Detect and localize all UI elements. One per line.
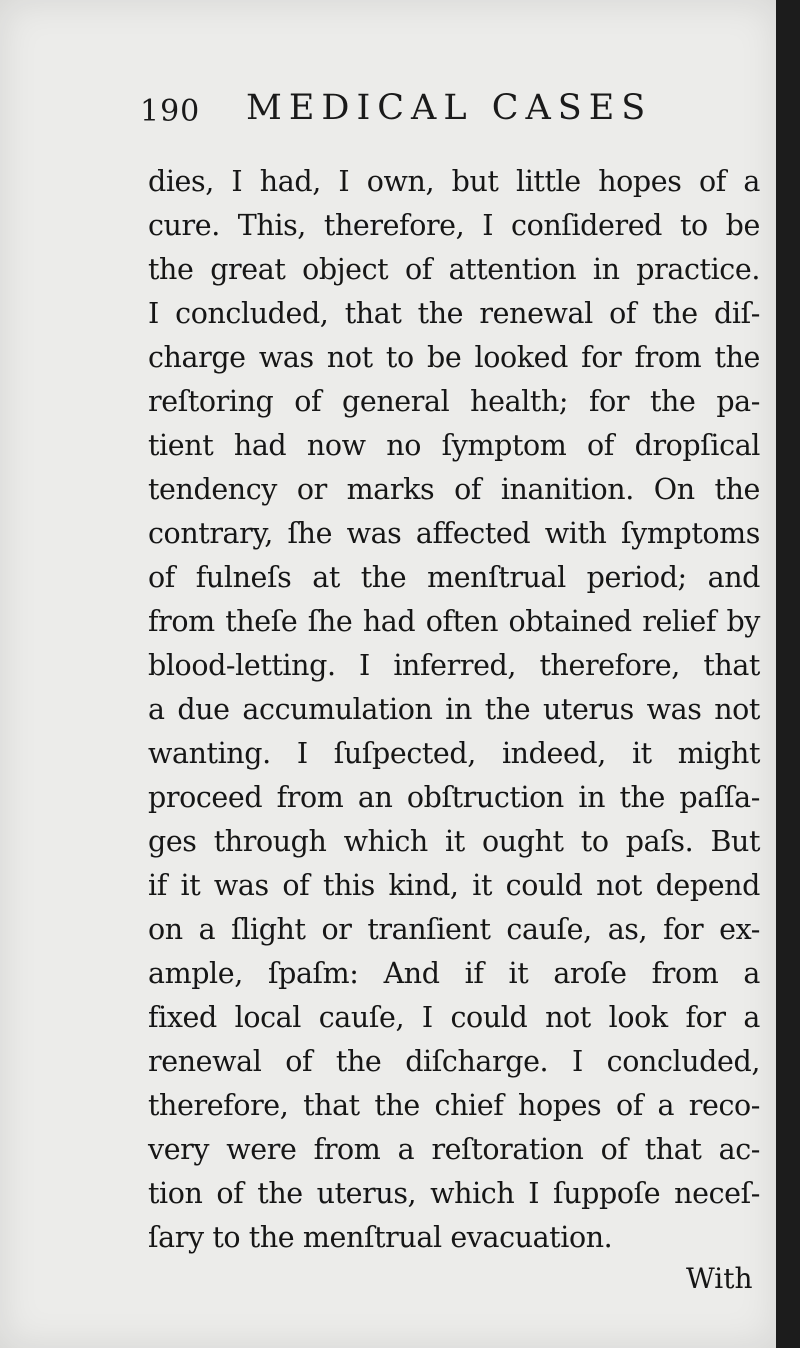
text-line: tient had now no ſymptom of dropſical — [148, 429, 760, 462]
text-line: of fulneſs at the menſtrual period; and — [148, 561, 760, 594]
scan-edge — [776, 0, 800, 1348]
text-line: a due accumulation in the uterus was not — [148, 693, 760, 726]
running-head — [140, 86, 700, 136]
text-line: I concluded, that the renewal of the diſ- — [148, 297, 760, 330]
body-text — [148, 160, 760, 1260]
text-line: dies, I had, I own, but little hopes of a — [148, 165, 760, 198]
running-head-title: MEDICAL CASES — [246, 88, 653, 128]
text-line: cure. This, therefore, I conſidered to be — [148, 209, 760, 242]
text-line: blood-letting. I inferred, therefore, that — [148, 649, 760, 682]
catchword: With — [686, 1262, 753, 1295]
text-line: charge was not to be looked for from the — [148, 341, 760, 374]
text-line: wanting. I ſuſpected, indeed, it might — [148, 737, 760, 770]
text-line: the great object of attention in practice. — [148, 253, 760, 286]
text-line: therefore, that the chief hopes of a reco- — [148, 1089, 760, 1122]
text-line: very were from a reſtoration of that ac- — [148, 1133, 760, 1166]
text-line: on a ſlight or tranſient cauſe, as, for ex- — [148, 913, 760, 946]
text-line: ample, ſpaſm: And if it aroſe from a — [148, 957, 760, 990]
text-line: fixed local cauſe, I could not look for a — [148, 1001, 760, 1034]
text-line: proceed from an obſtruction in the paſſa- — [148, 781, 760, 814]
text-line: reſtoring of general health; for the pa- — [148, 385, 760, 418]
text-line: renewal of the diſcharge. I concluded, — [148, 1045, 760, 1078]
text-line: ges through which it ought to paſs. But — [148, 825, 760, 858]
text-line: tion of the uterus, which I ſuppoſe neceſ- — [148, 1177, 760, 1210]
text-line: if it was of this kind, it could not depend — [148, 869, 760, 902]
text-line: contrary, ſhe was affected with ſymptoms — [148, 517, 760, 550]
text-line: tendency or marks of inanition. On the — [148, 473, 760, 506]
text-line-last: ſary to the menſtrual evacuation. — [148, 1221, 613, 1254]
page-number: 190 — [140, 94, 201, 129]
text-line: from theſe ſhe had often obtained relief by — [148, 605, 760, 638]
